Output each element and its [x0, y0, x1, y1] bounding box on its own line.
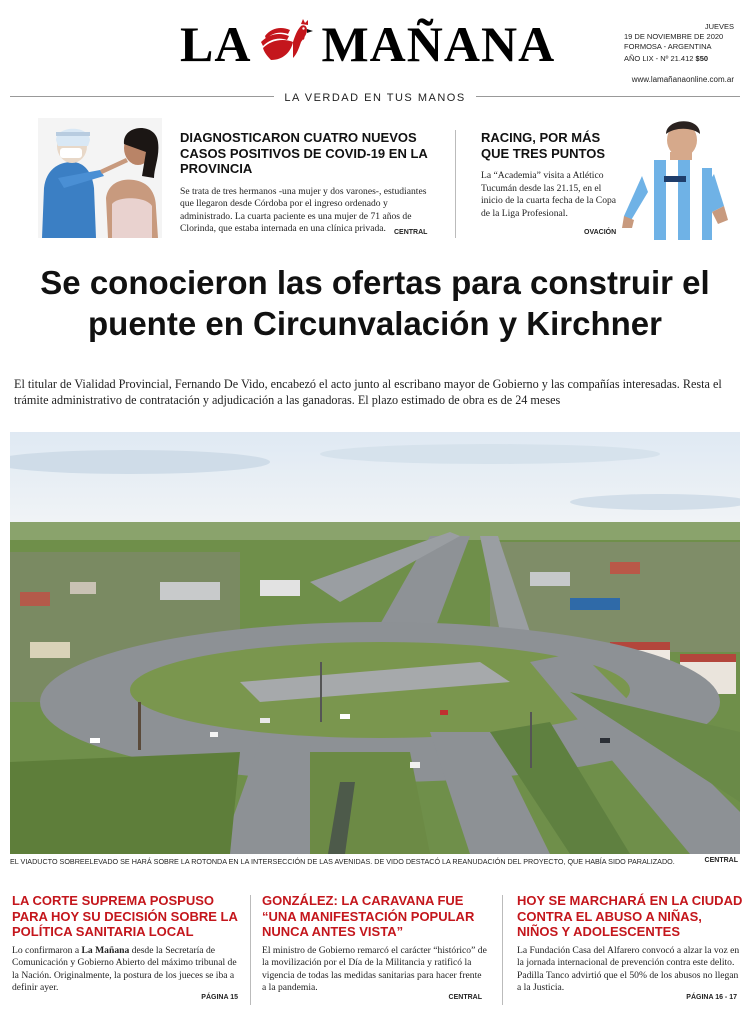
bottom-story-text-bold: La Mañana [81, 944, 130, 956]
edition-date: 19 DE NOVIEMBRE DE 2020 [624, 32, 724, 41]
bottom-story-text-part: desde la Secretaría de Comunicación y Gobierno Abierto del máximo tribunal de la Nación. Originalmente, la postura de los jueces se iba a definir ayer. [12, 944, 237, 993]
edition-number: AÑO LIX - Nº 21.412 [624, 54, 694, 63]
photo-caption: EL VIADUCTO SOBREELEVADO SE HARÁ SOBRE LA ROTONDA EN LA INTERSECCIÓN DE LAS AVENIDAS. DE VIDO DESTACÓ LA REANUDACIÓN DEL PROYECTO, QUE HABÍA SIDO PARALIZADO. [10, 857, 675, 866]
bottom-story-page: CENTRAL [448, 994, 482, 1001]
teaser-racing-source: OVACIÓN [584, 229, 617, 236]
teaser-covid[interactable] [180, 130, 428, 236]
teaser-covid-source: CENTRAL [394, 229, 428, 236]
bottom-story-text: El ministro de Gobierno remarcó el carácter “histórico” de la movilización por el Día de la Militancia y ratificó la vigencia de todas las medidas sanitarias para hacer frente a la pandemia. [262, 944, 487, 993]
teaser-racing[interactable] [481, 130, 621, 220]
masthead [0, 0, 750, 110]
teaser-covid-title: DIAGNOSTICARON CUATRO NUEVOS CASOS POSITIVOS DE COVID-19 EN LA PROVINCIA [180, 130, 428, 176]
edition-price: $50 [695, 54, 709, 63]
motto-bar [0, 88, 750, 106]
teaser-racing-text: La “Academia” visita a Atlético Tucumán desde las 21.15, en el inicio de la cuarta fecha de la Copa de la Liga Profesional. [481, 170, 617, 219]
bottom-divider [250, 895, 251, 1005]
bottom-story-text-part: Lo confirmaron a [12, 944, 82, 956]
bottom-story-text [12, 945, 244, 995]
logo-word-manana: MAÑANA [321, 16, 556, 72]
bottom-story-marcha[interactable] [517, 893, 743, 1005]
rooster-icon [257, 18, 315, 70]
edition-day: JUEVES [704, 22, 734, 31]
newspaper-logo[interactable] [180, 14, 555, 74]
edition-info [624, 22, 734, 64]
covid-test-photo[interactable] [38, 118, 162, 238]
photo-caption-source: CENTRAL [704, 857, 738, 864]
bottom-story-title: GONZÁLEZ: LA CARAVANA FUE “UNA MANIFESTACIÓN POPULAR NUNCA ANTES VISTA” [262, 893, 475, 939]
teaser-racing-title: RACING, POR MÁS QUE TRES PUNTOS [481, 130, 606, 161]
bottom-story-title: LA CORTE SUPREMA POSPUSO PARA HOY SU DECISIÓN SOBRE LA POLÍTICA SANITARIA LOCAL [12, 893, 238, 939]
bottom-story-gonzalez[interactable] [262, 893, 488, 1005]
bottom-story-corte[interactable] [12, 893, 244, 1005]
motto: LA VERDAD EN TUS MANOS [274, 92, 475, 104]
bottom-story-page: PÁGINA 15 [201, 994, 238, 1001]
edition-location: FORMOSA - ARGENTINA [624, 42, 712, 51]
teaser-covid-text: Se trata de tres hermanos -una mujer y dos varones-, estudiantes que llegaron desde Córdoba por el ingreso ordenado y administrado. La cuarta paciente es una mujer de 71 años de Clorinda, que estaba internada en una clínica privada. [180, 185, 427, 234]
bottom-divider [502, 895, 503, 1005]
roundabout-aerial-photo[interactable] [10, 432, 740, 854]
bottom-story-page: PÁGINA 16 - 17 [686, 994, 737, 1001]
main-lead: El titular de Vialidad Provincial, Fernando De Vido, encabezó el acto junto al escribano mayor de Gobierno y las compañías interesadas. Resta el trámite administrativo de contratación y adjudicación a las ganadoras. El plazo estimado de obra es de 24 meses [14, 377, 722, 407]
main-headline[interactable]: Se conocieron las ofertas para construir el puente en Circunvalación y Kirchner [40, 264, 710, 342]
bottom-story-title: HOY SE MARCHARÁ EN LA CIUDAD CONTRA EL ABUSO A NIÑAS, NIÑOS Y ADOLESCENTES [517, 893, 743, 939]
edition-number-line [624, 54, 734, 64]
logo-word-la: LA [180, 16, 252, 72]
racing-player-photo[interactable] [620, 116, 730, 240]
bottom-story-text: La Fundación Casa del Alfarero convocó a alzar la voz en la jornada internacional de prevención contra este delito. Padilla Tanco advirtió que el 50% de los abusos no llegan a la Justicia. [517, 944, 740, 993]
website-link[interactable]: www.lamañanaonline.com.ar [631, 75, 734, 84]
teaser-divider [455, 130, 456, 238]
